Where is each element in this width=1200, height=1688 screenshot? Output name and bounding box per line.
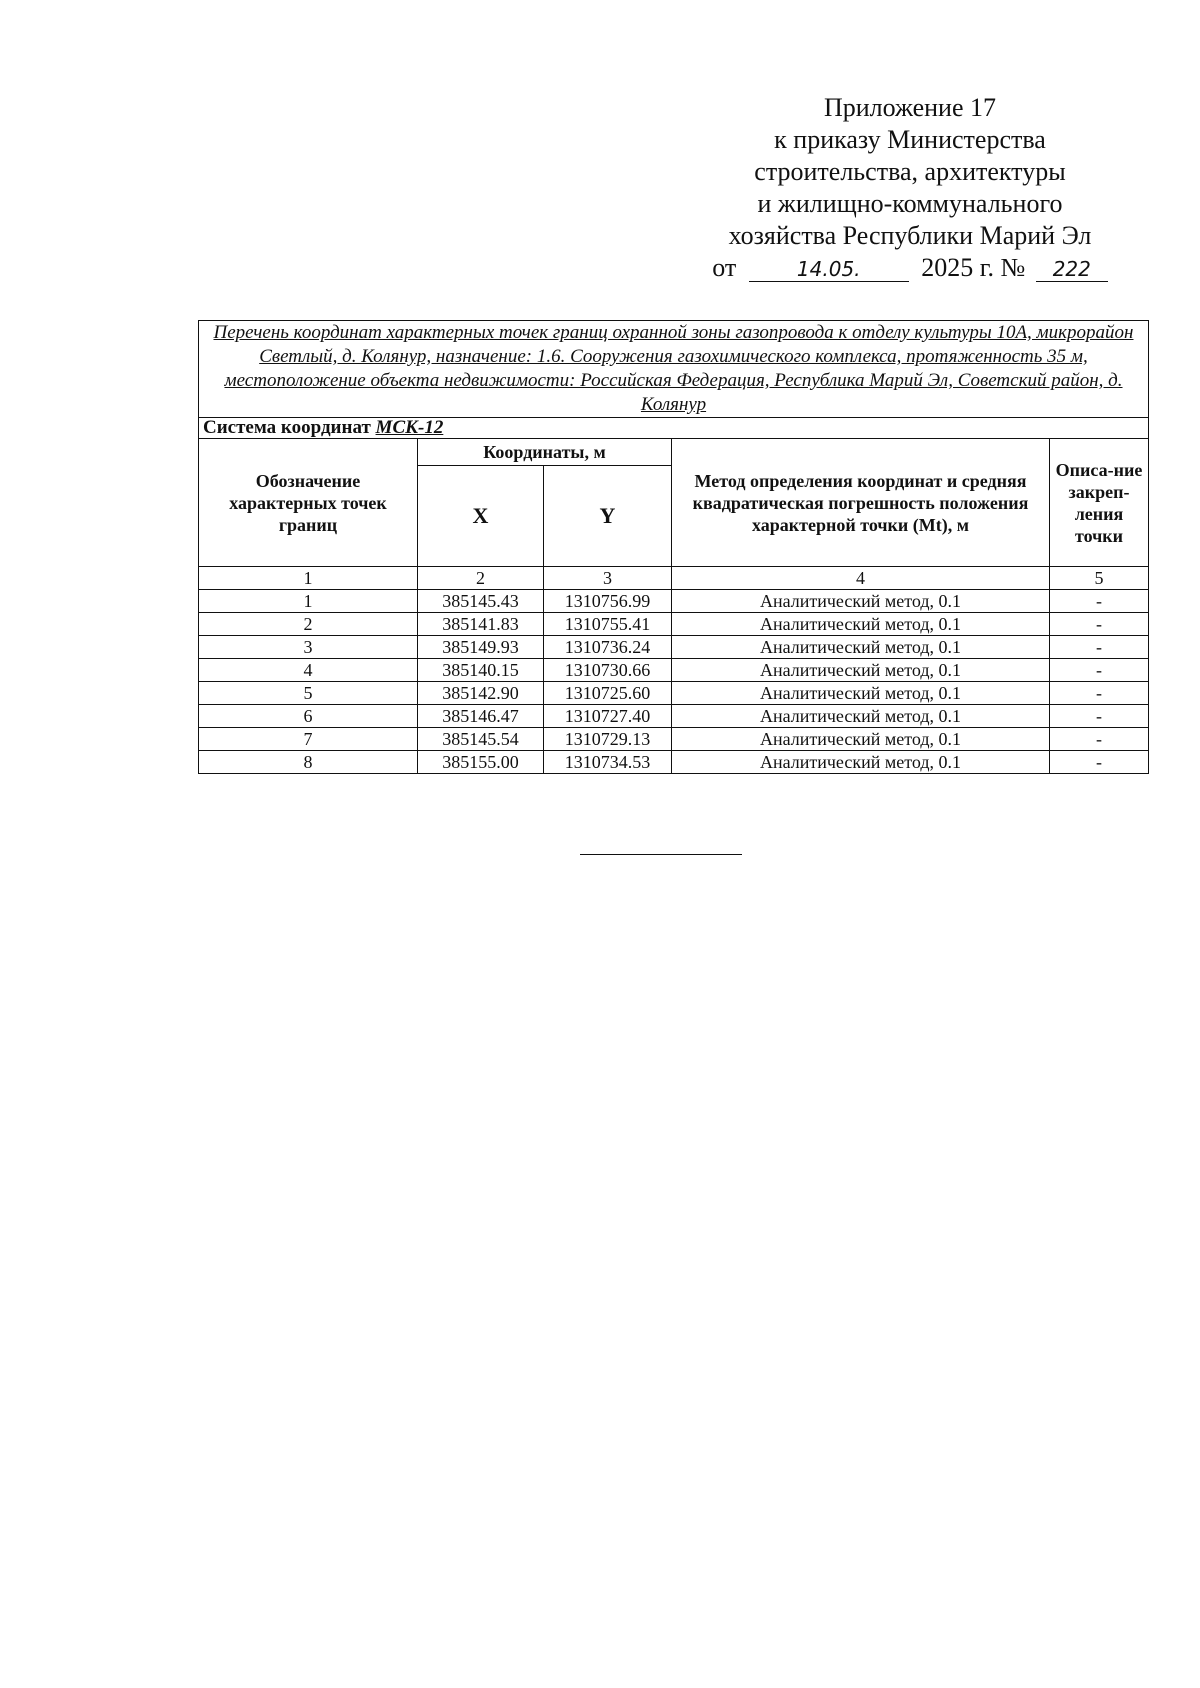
description: - xyxy=(1050,659,1149,682)
table-row xyxy=(199,705,1149,728)
coord-x: 385140.15 xyxy=(418,659,544,682)
table-row xyxy=(199,659,1149,682)
col-header-method: Метод определения координат и средняя квадратическая погрешность положения характерной точки (Mt), м xyxy=(672,439,1050,567)
coordinate-system-label: Система координат xyxy=(203,417,371,438)
coord-y: 1310727.40 xyxy=(544,705,672,728)
point-id: 6 xyxy=(199,705,418,728)
appendix-header xyxy=(690,92,1130,284)
coordinate-system-row xyxy=(199,418,1149,439)
coord-x: 385141.83 xyxy=(418,613,544,636)
coordinate-system xyxy=(199,418,1149,439)
coord-x: 385142.90 xyxy=(418,682,544,705)
column-number: 1 xyxy=(199,567,418,590)
column-number: 3 xyxy=(544,567,672,590)
header-row-1 xyxy=(199,439,1149,466)
description: - xyxy=(1050,636,1149,659)
coord-y: 1310755.41 xyxy=(544,613,672,636)
table-title-row xyxy=(199,321,1149,418)
column-number: 4 xyxy=(672,567,1050,590)
coord-x: 385145.54 xyxy=(418,728,544,751)
point-id: 2 xyxy=(199,613,418,636)
coord-x: 385145.43 xyxy=(418,590,544,613)
method: Аналитический метод, 0.1 xyxy=(672,682,1050,705)
col-header-point: Обозначение характерных точек границ xyxy=(199,439,418,567)
coord-y: 1310734.53 xyxy=(544,751,672,774)
coord-y: 1310736.24 xyxy=(544,636,672,659)
point-id: 5 xyxy=(199,682,418,705)
method: Аналитический метод, 0.1 xyxy=(672,751,1050,774)
header-line-order-ref: к приказу Министерства xyxy=(774,125,1046,154)
header-line-ministry-2: и жилищно-коммунального xyxy=(757,189,1063,218)
order-number-handwritten: 222 xyxy=(1036,257,1108,282)
col-header-x: X xyxy=(418,466,544,567)
col-header-y: Y xyxy=(544,466,672,567)
coord-y: 1310729.13 xyxy=(544,728,672,751)
point-id: 3 xyxy=(199,636,418,659)
header-line-appendix: Приложение 17 xyxy=(823,93,997,122)
end-of-document-line xyxy=(580,854,742,855)
table-row xyxy=(199,636,1149,659)
column-number: 2 xyxy=(418,567,544,590)
col-header-desc: Описа-ние закреп-ления точки xyxy=(1050,439,1149,567)
method: Аналитический метод, 0.1 xyxy=(672,636,1050,659)
table-row xyxy=(199,590,1149,613)
order-date-handwritten: 14.05. xyxy=(749,257,909,282)
table-row xyxy=(199,613,1149,636)
order-date-line xyxy=(690,252,1130,284)
coord-y: 1310756.99 xyxy=(544,590,672,613)
description: - xyxy=(1050,590,1149,613)
method: Аналитический метод, 0.1 xyxy=(672,613,1050,636)
description: - xyxy=(1050,613,1149,636)
coord-y: 1310725.60 xyxy=(544,682,672,705)
table-row xyxy=(199,682,1149,705)
col-header-coords: Координаты, м xyxy=(418,439,672,466)
column-number-row xyxy=(199,567,1149,590)
description: - xyxy=(1050,682,1149,705)
point-id: 7 xyxy=(199,728,418,751)
point-id: 1 xyxy=(199,590,418,613)
header-line-ministry-1: строительства, архитектуры xyxy=(754,157,1066,186)
coordinate-system-value: МСК-12 xyxy=(375,417,444,438)
coord-y: 1310730.66 xyxy=(544,659,672,682)
coordinates-table xyxy=(198,320,1149,774)
coord-x: 385155.00 xyxy=(418,751,544,774)
point-id: 8 xyxy=(199,751,418,774)
method: Аналитический метод, 0.1 xyxy=(672,659,1050,682)
table-title: Перечень координат характерных точек границ охранной зоны газопровода к отделу культуры 10А, микрорайон Светлый, д. Колянур, назначение: 1.6. Сооружения газохимического комплекса, протяженность 35 м, местоположение объекта недвижимости: Российская Федерация, Республика Марий Эл, Советский район, д. Колянур xyxy=(199,321,1149,418)
column-number: 5 xyxy=(1050,567,1149,590)
point-id: 4 xyxy=(199,659,418,682)
coord-x: 385146.47 xyxy=(418,705,544,728)
table-row xyxy=(199,728,1149,751)
method: Аналитический метод, 0.1 xyxy=(672,705,1050,728)
description: - xyxy=(1050,751,1149,774)
method: Аналитический метод, 0.1 xyxy=(672,590,1050,613)
order-year: 2025 г. № xyxy=(921,253,1026,282)
table-row xyxy=(199,751,1149,774)
header-line-ministry-3: хозяйства Республики Марий Эл xyxy=(728,221,1092,250)
coord-x: 385149.93 xyxy=(418,636,544,659)
description: - xyxy=(1050,705,1149,728)
order-prefix: от xyxy=(712,253,737,282)
description: - xyxy=(1050,728,1149,751)
method: Аналитический метод, 0.1 xyxy=(672,728,1050,751)
